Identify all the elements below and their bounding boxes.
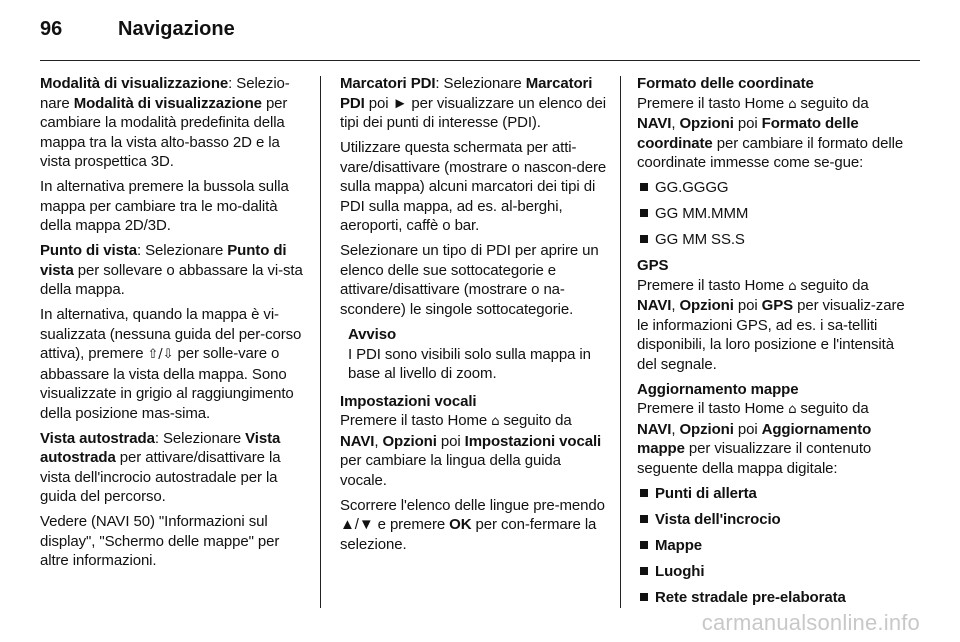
column-3 <box>637 74 905 614</box>
home-icon: ⌂ <box>491 414 500 429</box>
section-title: Aggiornamento mappe <box>637 380 799 398</box>
up-down-arrow-icon: ⇧/⇩ <box>147 347 174 362</box>
note-box <box>348 325 608 384</box>
page-header <box>40 18 235 41</box>
paragraph: Utilizzare questa schermata per atti-vare/disattivare (mostrare o nascon-dere sulla mappa) alcuni marcatori dei tipi di PDI sulla mappa, ad es. al-berghi, aeroporti, caffè o bar. <box>340 139 607 234</box>
section-title: Impostazioni vocali <box>340 392 477 410</box>
column-divider <box>620 76 621 608</box>
column-1 <box>40 74 308 576</box>
list-item: GG MM.MMM <box>637 204 905 224</box>
paragraph: Premere il tasto Home ⌂ seguito da NAVI, Opzioni poi Aggiornamento mappe per visualizzare il contenuto seguente della mappa digitale: <box>637 400 872 477</box>
list-item: GG MM SS.S <box>637 230 905 250</box>
list-item: Mappe <box>637 536 905 556</box>
column-divider <box>320 76 321 608</box>
list-item: Vista dell'incrocio <box>637 510 905 530</box>
play-arrow-icon: ► <box>392 94 408 112</box>
section-title: GPS <box>637 257 669 274</box>
paragraph: Marcatori PDI: Selezionare Marcatori PDI poi ► per visualizzare un elenco dei tipi dei punti di interesse (PDI). <box>340 75 607 131</box>
paragraph: Vedere (NAVI 50) "Informazioni sul display", "Schermo delle mappe" per altre informazioni. <box>40 513 280 569</box>
paragraph: Punto di vista: Selezionare Punto di vista per sollevare o abbassare la vi-sta della mappa. <box>40 242 303 298</box>
list-item: Punti di allerta <box>637 484 905 504</box>
home-icon: ⌂ <box>788 96 797 112</box>
list-item: Rete stradale pre-elaborata <box>637 588 905 608</box>
page-title: Navigazione <box>118 18 235 40</box>
note-title: Avviso <box>348 326 397 343</box>
coordinate-format-list <box>637 178 905 250</box>
paragraph: Premere il tasto Home ⌂ seguito da NAVI, Opzioni poi Impostazioni vocali per cambiare la lingua della guida vocale. <box>340 412 602 489</box>
paragraph: Modalità di visualizzazione: Selezio- nare Modalità di visualizzazione per cambiare la modalità predefinita della mappa tra la vista alto-basso 2D e la vista prospettica 3D. <box>40 75 290 170</box>
home-icon: ⌂ <box>788 402 797 417</box>
watermark: carmanualsonline.info <box>701 610 920 635</box>
paragraph: In alternativa premere la bussola sulla mappa per cambiare tra le mo-dalità della mappa 2D/3D. <box>40 178 289 234</box>
paragraph: Selezionare un tipo di PDI per aprire un elenco delle sue sottocategorie e attivare/disattivare (mostrare o na-scondere) le singole sottocategorie. <box>340 242 599 318</box>
note-text: I PDI sono visibili solo sulla mappa in base al livello di zoom. <box>348 345 591 382</box>
paragraph: In alternativa, quando la mappa è vi-sualizzata (nessuna guida del per-corso attiva), premere ⇧/⇩ per solle-vare o abbassare la vista della mappa. Sono visualizzate in grigio al raggiungimento della posizione mas-sima. <box>40 306 302 422</box>
list-item: Luoghi <box>637 562 905 582</box>
paragraph: Premere il tasto Home ⌂ seguito da NAVI, Opzioni poi GPS per visualiz-zare le informazioni GPS, ad es. i sa-telliti disponibili, la loro posizione e l'intensità del segnale. <box>637 276 905 373</box>
column-2 <box>340 74 608 560</box>
list-item: GG.GGGG <box>637 178 905 198</box>
paragraph: Scorrere l'elenco delle lingue pre-mendo ▲/▼ e premere OK per con-fermare la selezione. <box>340 496 605 553</box>
map-content-list <box>637 484 905 608</box>
home-icon: ⌂ <box>788 278 797 294</box>
page-number: 96 <box>40 18 63 40</box>
up-down-triangle-icon: ▲/▼ <box>340 516 374 533</box>
section-title: Formato delle coordinate <box>637 75 814 92</box>
paragraph: Premere il tasto Home ⌂ seguito da NAVI, Opzioni poi Formato delle coordinate per cambiare il formato delle coordinate immesse come se-gue: <box>637 94 904 171</box>
header-rule <box>40 60 920 61</box>
paragraph: Vista autostrada: Selezionare Vista autostrada per attivare/disattivare la vista dell'incrocio autostradale per la guida del percorso. <box>40 429 281 505</box>
